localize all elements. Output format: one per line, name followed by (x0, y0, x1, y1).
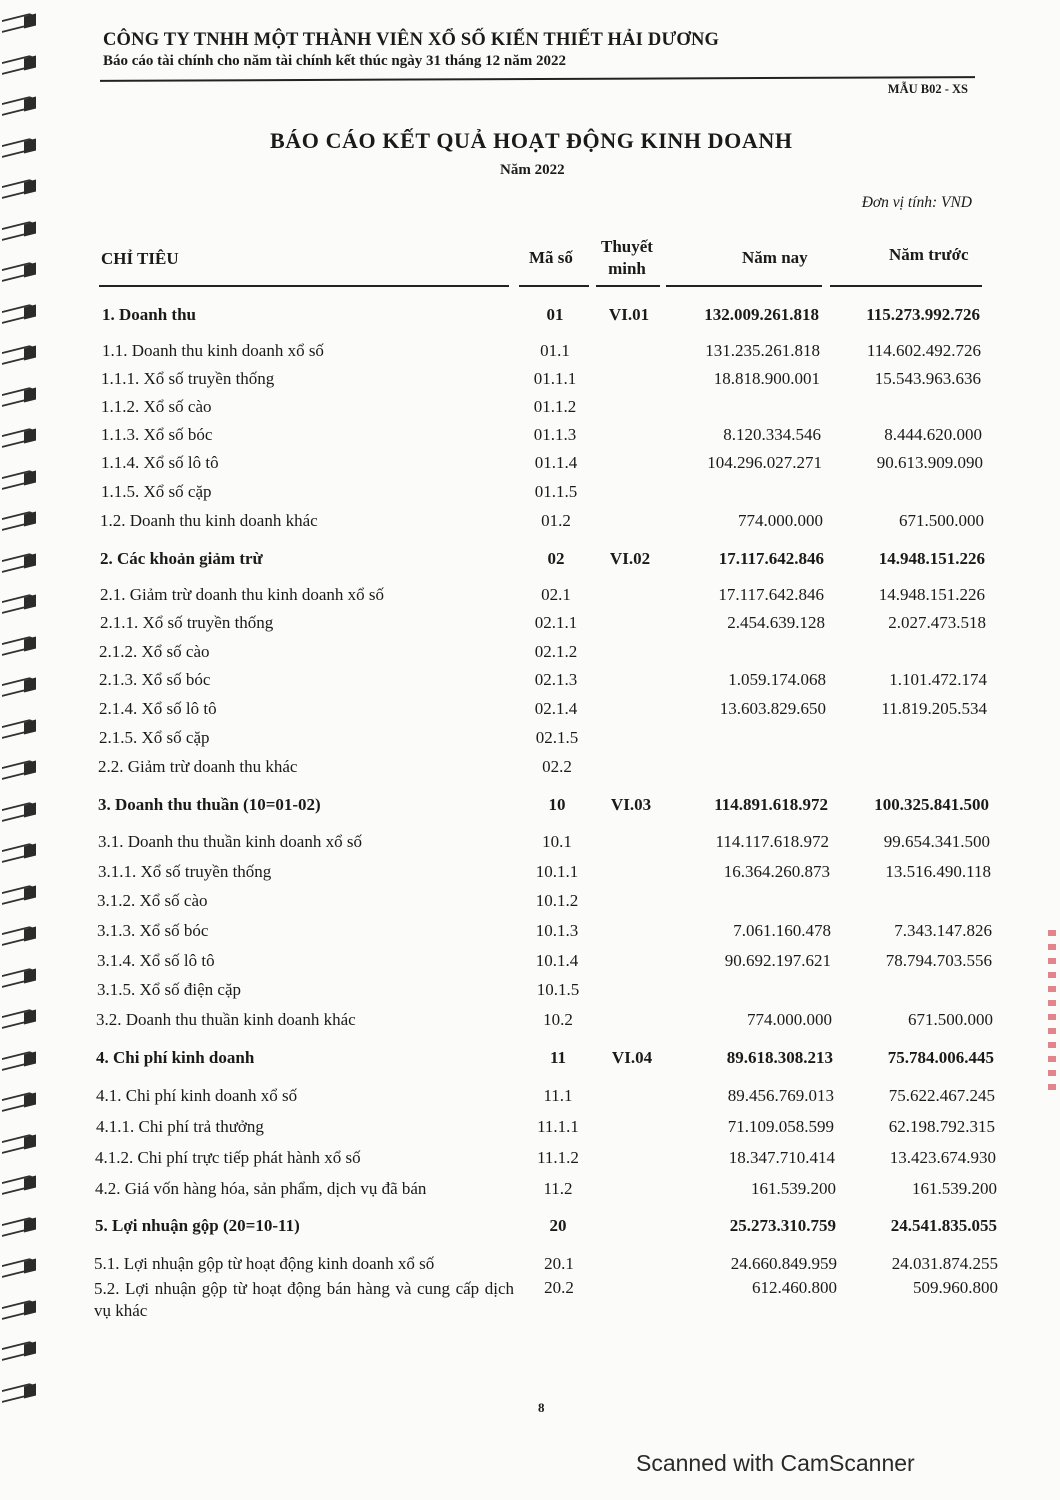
binding-ring (2, 10, 38, 32)
row-current-year: 89.456.769.013 (727, 1086, 834, 1105)
row-previous-year: 509.960.800 (913, 1278, 998, 1297)
table-row (0, 728, 1060, 754)
row-indicator: 3.1. Doanh thu thuần kinh doanh xổ số (98, 832, 362, 851)
row-previous-year: 24.031.874.255 (891, 1254, 998, 1273)
row-code: 01.1 (540, 341, 570, 360)
table-row (0, 642, 1060, 668)
scanner-watermark: Scanned with CamScanner (636, 1450, 915, 1476)
table-row (0, 757, 1060, 783)
binding-ring (2, 93, 38, 115)
row-indicator: 4.1.2. Chi phí trực tiếp phát hành xổ số (95, 1148, 361, 1167)
row-indicator: 2.1. Giảm trừ doanh thu kinh doanh xổ số (100, 585, 385, 604)
row-current-year: 114.891.618.972 (714, 795, 828, 814)
row-indicator: 1.1. Doanh thu kinh doanh xổ số (102, 341, 324, 360)
row-previous-year: 1.101.472.174 (889, 670, 987, 689)
header-divider (100, 76, 975, 82)
report-year: Năm 2022 (500, 162, 565, 178)
row-previous-year: 114.602.492.726 (866, 341, 981, 360)
report-subtitle: Báo cáo tài chính cho năm tài chính kết thúc ngày 31 tháng 12 năm 2022 (103, 53, 566, 69)
row-previous-year: 2.027.473.518 (888, 613, 986, 632)
table-row (0, 1179, 1060, 1205)
row-indicator: 4. Chi phí kinh doanh (96, 1048, 255, 1067)
header-underline-indicator (99, 285, 509, 287)
row-current-year: 1.059.174.068 (728, 670, 826, 689)
table-row (0, 1117, 1060, 1143)
table-row (0, 921, 1060, 947)
row-code: 02.1.4 (534, 699, 578, 718)
header-note (598, 236, 656, 280)
row-previous-year: 161.539.200 (912, 1179, 997, 1198)
row-code: 02 (547, 549, 565, 568)
row-current-year: 132.009.261.818 (704, 305, 819, 324)
row-previous-year: 99.654.341.500 (883, 832, 990, 851)
row-code: 02.1 (541, 585, 571, 604)
row-previous-year: 13.516.490.118 (885, 862, 991, 881)
binding-hole (24, 138, 36, 153)
row-code: 10.1.3 (535, 921, 579, 940)
row-code: 20 (549, 1216, 567, 1235)
report-title: BÁO CÁO KẾT QUẢ HOẠT ĐỘNG KINH DOANH (270, 128, 793, 153)
row-current-year: 17.117.642.846 (718, 585, 824, 604)
row-code: 10 (548, 795, 566, 814)
row-indicator: 3.1.4. Xổ số lô tô (97, 951, 215, 970)
binding-hole (24, 263, 36, 278)
page-number: 8 (538, 1400, 545, 1415)
row-code: 11.1 (543, 1086, 573, 1105)
header-underline-code (519, 285, 589, 287)
row-current-year: 7.061.160.478 (733, 921, 831, 940)
header-indicator: CHỈ TIÊU (101, 249, 179, 268)
row-code: 01 (546, 305, 564, 324)
edge-stamp-mark (1048, 930, 1056, 1090)
table-row (0, 951, 1060, 977)
row-code: 10.1.4 (535, 951, 579, 970)
row-indicator: 3.1.3. Xổ số bóc (97, 921, 209, 940)
row-current-year: 89.618.308.213 (726, 1048, 833, 1067)
row-indicator: 1.1.2. Xổ số cào (101, 397, 212, 416)
row-previous-year: 7.343.147.826 (894, 921, 992, 940)
header-previous-year: Năm trước (889, 245, 969, 264)
row-current-year: 90.692.197.621 (724, 951, 831, 970)
table-row (0, 453, 1060, 479)
row-previous-year: 100.325.841.500 (874, 795, 989, 814)
row-current-year: 18.818.900.001 (713, 369, 820, 388)
binding-ring (2, 259, 38, 281)
row-current-year: 24.660.849.959 (730, 1254, 837, 1273)
row-current-year: 17.117.642.846 (718, 549, 824, 568)
row-previous-year: 14.948.151.226 (878, 549, 985, 568)
table-row (0, 699, 1060, 725)
row-code: 10.1.2 (535, 891, 579, 910)
row-indicator: 3.1.2. Xổ số cào (97, 891, 208, 910)
row-code: 11.2 (543, 1179, 573, 1198)
row-previous-year: 13.423.674.930 (889, 1148, 996, 1167)
header-underline-previous (830, 285, 982, 287)
binding-hole (24, 14, 36, 29)
row-code: 02.1.1 (534, 613, 578, 632)
row-code: 11.1.1 (537, 1117, 579, 1136)
row-code: 10.2 (543, 1010, 573, 1029)
binding-hole (24, 55, 36, 70)
row-note: VI.04 (611, 1048, 653, 1067)
row-previous-year: 15.543.963.636 (874, 369, 981, 388)
row-indicator: 3.1.1. Xổ số truyền thống (98, 862, 272, 881)
row-indicator: 2.1.2. Xổ số cào (99, 642, 210, 661)
table-row (0, 1216, 1060, 1242)
table-row (0, 862, 1060, 888)
row-current-year: 13.603.829.650 (719, 699, 826, 718)
table-row (0, 613, 1060, 639)
form-code: MẪU B02 - XS (887, 82, 968, 96)
row-current-year: 104.296.027.271 (707, 453, 822, 472)
row-current-year: 161.539.200 (751, 1179, 836, 1198)
row-current-year: 774.000.000 (738, 511, 823, 530)
table-row (0, 980, 1060, 1006)
row-current-year: 131.235.261.818 (705, 341, 820, 360)
row-indicator: 1.2. Doanh thu kinh doanh khác (100, 511, 318, 530)
row-current-year: 774.000.000 (747, 1010, 832, 1029)
row-code: 01.1.3 (533, 425, 577, 444)
binding-hole (24, 97, 36, 112)
row-indicator: 4.2. Giá vốn hàng hóa, sản phẩm, dịch vụ đã bán (95, 1179, 427, 1198)
binding-ring (2, 52, 38, 74)
row-previous-year: 75.784.006.445 (887, 1048, 994, 1067)
row-code: 02.1.5 (535, 728, 579, 747)
row-indicator: 2.1.3. Xổ số bóc (99, 670, 211, 689)
table-row (0, 425, 1060, 451)
binding-hole (24, 180, 36, 195)
row-previous-year: 671.500.000 (899, 511, 984, 530)
table-row (0, 670, 1060, 696)
table-row (0, 511, 1060, 537)
row-previous-year: 78.794.703.556 (885, 951, 992, 970)
row-current-year: 25.273.310.759 (729, 1216, 836, 1235)
row-indicator: 5.1. Lợi nhuận gộp từ hoạt động kinh doanh xổ số (94, 1254, 435, 1273)
currency-unit: Đơn vị tính: VND (861, 194, 972, 211)
table-row (0, 341, 1060, 367)
binding-ring (2, 218, 38, 240)
row-code: 01.1.4 (534, 453, 578, 472)
row-code: 20.2 (544, 1278, 574, 1297)
company-name: CÔNG TY TNHH MỘT THÀNH VIÊN XỔ SỐ KIẾN THIẾT HẢI DƯƠNG (103, 30, 720, 50)
table-row (0, 482, 1060, 508)
row-code: 10.1.5 (536, 980, 580, 999)
header-underline-note (596, 285, 660, 287)
row-current-year: 71.109.058.599 (727, 1117, 834, 1136)
header-current-year: Năm nay (742, 248, 808, 267)
row-code: 10.1.1 (535, 862, 579, 881)
row-code: 01.1.5 (534, 482, 578, 501)
table-row (0, 305, 1060, 331)
binding-hole (24, 1383, 36, 1398)
row-previous-year: 75.622.467.245 (888, 1086, 995, 1105)
row-previous-year: 11.819.205.534 (881, 699, 987, 718)
row-code: 02.2 (542, 757, 572, 776)
row-code: 11 (549, 1048, 567, 1067)
row-indicator: 2.2. Giảm trừ doanh thu khác (98, 757, 298, 776)
row-current-year: 18.347.710.414 (728, 1148, 835, 1167)
row-indicator: 1.1.5. Xổ số cặp (101, 482, 212, 501)
row-code: 01.2 (541, 511, 571, 530)
row-previous-year: 62.198.792.315 (888, 1117, 995, 1136)
table-row (0, 549, 1060, 575)
row-code: 01.1.2 (533, 397, 577, 416)
table-row (0, 585, 1060, 611)
table-row (0, 795, 1060, 821)
row-previous-year: 14.948.151.226 (878, 585, 985, 604)
row-indicator: 1.1.1. Xổ số truyền thống (101, 369, 275, 388)
row-indicator: 2. Các khoản giảm trừ (100, 549, 263, 568)
row-note: VI.03 (610, 795, 652, 814)
row-indicator: 3. Doanh thu thuần (10=01-02) (98, 795, 321, 814)
binding-ring (2, 1380, 38, 1402)
table-row (0, 1086, 1060, 1112)
row-previous-year: 8.444.620.000 (884, 425, 982, 444)
binding-ring (2, 176, 38, 198)
row-indicator: 3.2. Doanh thu thuần kinh doanh khác (96, 1010, 356, 1029)
row-code: 02.1.2 (534, 642, 578, 661)
binding-ring (2, 135, 38, 157)
row-current-year: 8.120.334.546 (723, 425, 821, 444)
table-row (0, 1278, 1060, 1320)
table-row (0, 1010, 1060, 1036)
row-current-year: 114.117.618.972 (715, 832, 829, 851)
row-note: VI.02 (609, 549, 651, 568)
binding-hole (24, 221, 36, 236)
row-indicator: 4.1.1. Chi phí trả thưởng (96, 1117, 264, 1136)
row-previous-year: 671.500.000 (908, 1010, 993, 1029)
row-code: 10.1 (542, 832, 572, 851)
binding-hole (24, 1342, 36, 1357)
header-note-line2: minh (608, 259, 646, 278)
row-previous-year: 90.613.909.090 (876, 453, 983, 472)
row-indicator: 2.1.4. Xổ số lô tô (99, 699, 217, 718)
header-note-line1: Thuyết (601, 237, 653, 256)
row-code: 20.1 (544, 1254, 574, 1273)
row-indicator: 5.2. Lợi nhuận gộp từ hoạt động bán hàng và cung cấp dịch vụ khác (94, 1279, 514, 1320)
table-row (0, 1254, 1060, 1280)
header-underline-current (666, 285, 822, 287)
row-current-year: 2.454.639.128 (727, 613, 825, 632)
row-indicator: 1. Doanh thu (102, 305, 197, 324)
row-code: 01.1.1 (533, 369, 577, 388)
table-row (0, 397, 1060, 423)
row-indicator: 4.1. Chi phí kinh doanh xổ số (96, 1086, 298, 1105)
row-indicator: 1.1.4. Xổ số lô tô (101, 453, 219, 472)
row-indicator: 1.1.3. Xổ số bóc (101, 425, 213, 444)
row-current-year: 612.460.800 (752, 1278, 837, 1297)
row-indicator: 5. Lợi nhuận gộp (20=10-11) (95, 1216, 300, 1235)
table-row (0, 832, 1060, 858)
row-code: 02.1.3 (534, 670, 578, 689)
row-note: VI.01 (608, 305, 650, 324)
row-indicator: 3.1.5. Xổ số điện cặp (97, 980, 242, 999)
table-row (0, 369, 1060, 395)
row-current-year: 16.364.260.873 (723, 862, 830, 881)
binding-ring (2, 1338, 38, 1360)
row-previous-year: 115.273.992.726 (866, 305, 980, 324)
header-code: Mã số (529, 248, 573, 267)
table-row (0, 1048, 1060, 1074)
table-row (0, 1148, 1060, 1174)
row-code: 11.1.2 (537, 1148, 579, 1167)
table-row (0, 891, 1060, 917)
row-previous-year: 24.541.835.055 (890, 1216, 997, 1235)
row-indicator: 2.1.1. Xổ số truyền thống (100, 613, 274, 632)
row-indicator: 2.1.5. Xổ số cặp (99, 728, 210, 747)
